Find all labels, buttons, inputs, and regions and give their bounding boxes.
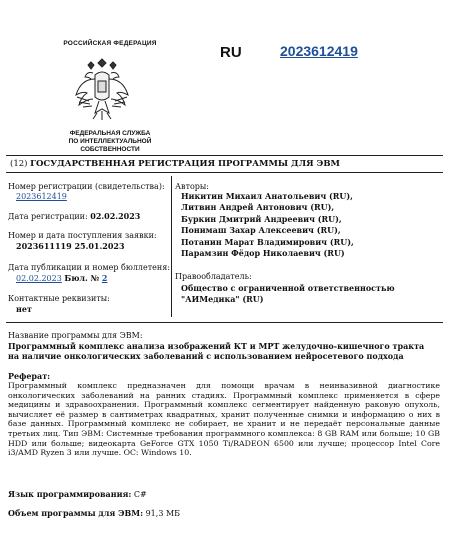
application-label: Номер и дата поступления заявки: [8, 231, 157, 240]
author-item: Буркин Дмитрий Андреевич (RU), [181, 213, 342, 224]
country-code: RU [220, 44, 242, 61]
publication-date-link[interactable]: 02.02.2023 [16, 274, 62, 283]
header-left [40, 40, 180, 47]
divider-top [6, 155, 443, 156]
author-item: Потанин Марат Владимирович (RU), [181, 236, 354, 247]
author-item: Никитин Михаил Анатольевич (RU), [181, 191, 353, 201]
program-name-line-2: на наличие онкологических заболеваний с использованием нейросетевого подхода [8, 351, 404, 361]
program-name-label: Название программы для ЭВМ: [8, 331, 143, 340]
column-divider [171, 176, 172, 317]
publication-label: Дата публикации и номер бюллетеня: [8, 263, 170, 272]
language-label: Язык программирования: [8, 489, 132, 499]
size-label: Объем программы для ЭВМ: [8, 508, 144, 518]
reg-number-label: Номер регистрации (свидетельства): [8, 182, 165, 191]
author-item: Литвин Андрей Антонович (RU), [181, 202, 335, 213]
reg-date-label: Дата регистрации: 02.02.2023 [8, 211, 141, 221]
size-value: 91,3 МБ [145, 509, 181, 518]
service-name [40, 130, 180, 154]
abstract-text: Программный комплекс предназначен для помощи врачам в неинвазивной диагностике онкологических заболеваний на ранних стадиях. Программный комплекс применяется в сфере медицины и здравоохранения. Программный комплекс сегментирует найденную раковую опухоль, вычисляет её размер в сантиметрах квадратных, хранит полученные снимки и информацию о них в базе данных. Программный комплекс не собирает, не хранит и не передаёт персональные данные третьих лиц. Тип ЭВМ: Системные требования программного комплекса: 8 GB RAM или больше; 10 GB HDD или больше; видеокарта GeForce GTX 1050 Ti/RADEON 6500 или лучше; процессор Intel Core i3/AMD Ryzen 3 или лучше. ОС: Windows 10. [8, 381, 440, 458]
holder-line-2: "АИМедика" (RU) [181, 294, 264, 305]
language-value: C# [133, 490, 147, 499]
program-name [8, 341, 444, 361]
divider-middle [6, 322, 443, 323]
holder-label: Правообладатель: [175, 272, 252, 281]
author-item: Понимаш Захар Алексеевич (RU), [181, 225, 341, 236]
bulletin-number-link[interactable]: 2 [101, 273, 108, 283]
country-title: РОССИЙСКАЯ ФЕДЕРАЦИЯ [63, 40, 157, 47]
coat-of-arms-icon [73, 57, 131, 125]
program-name-line-1: Программный комплекс анализа изображений КТ и МРТ желудочно-кишечного тракта [8, 341, 425, 351]
document-type [10, 159, 340, 169]
holder-line-1: Общество с ограниченной ответственностью [181, 283, 395, 293]
service-line-1: ФЕДЕРАЛЬНАЯ СЛУЖБА [69, 130, 151, 137]
registration-number-link[interactable]: 2023612419 [280, 43, 358, 59]
reg-number-link[interactable]: 2023612419 [16, 192, 67, 201]
contact-label: Контактные реквизиты: [8, 294, 110, 303]
application-value: 2023611119 25.01.2023 [16, 241, 125, 251]
holder-value [181, 283, 395, 306]
doc-code: (12) [10, 159, 28, 169]
contact-value: нет [16, 304, 32, 314]
author-item: Парамзин Фёдор Николаевич (RU) [181, 248, 345, 259]
authors-label: Авторы: [175, 182, 209, 191]
doc-title: ГОСУДАРСТВЕННАЯ РЕГИСТРАЦИЯ ПРОГРАММЫ ДЛЯ ЭВМ [30, 159, 340, 169]
size-row [8, 508, 180, 519]
divider-title [6, 172, 443, 173]
authors-list [181, 191, 354, 259]
service-line-2: ПО ИНТЕЛЛЕКТУАЛЬНОЙ СОБСТВЕННОСТИ [68, 138, 152, 153]
publication-value [16, 273, 107, 284]
abstract-label: Реферат: [8, 371, 51, 381]
reg-date-value: 02.02.2023 [90, 211, 141, 221]
bulletin-label: Бюл. № [64, 273, 100, 283]
language-row [8, 489, 147, 500]
